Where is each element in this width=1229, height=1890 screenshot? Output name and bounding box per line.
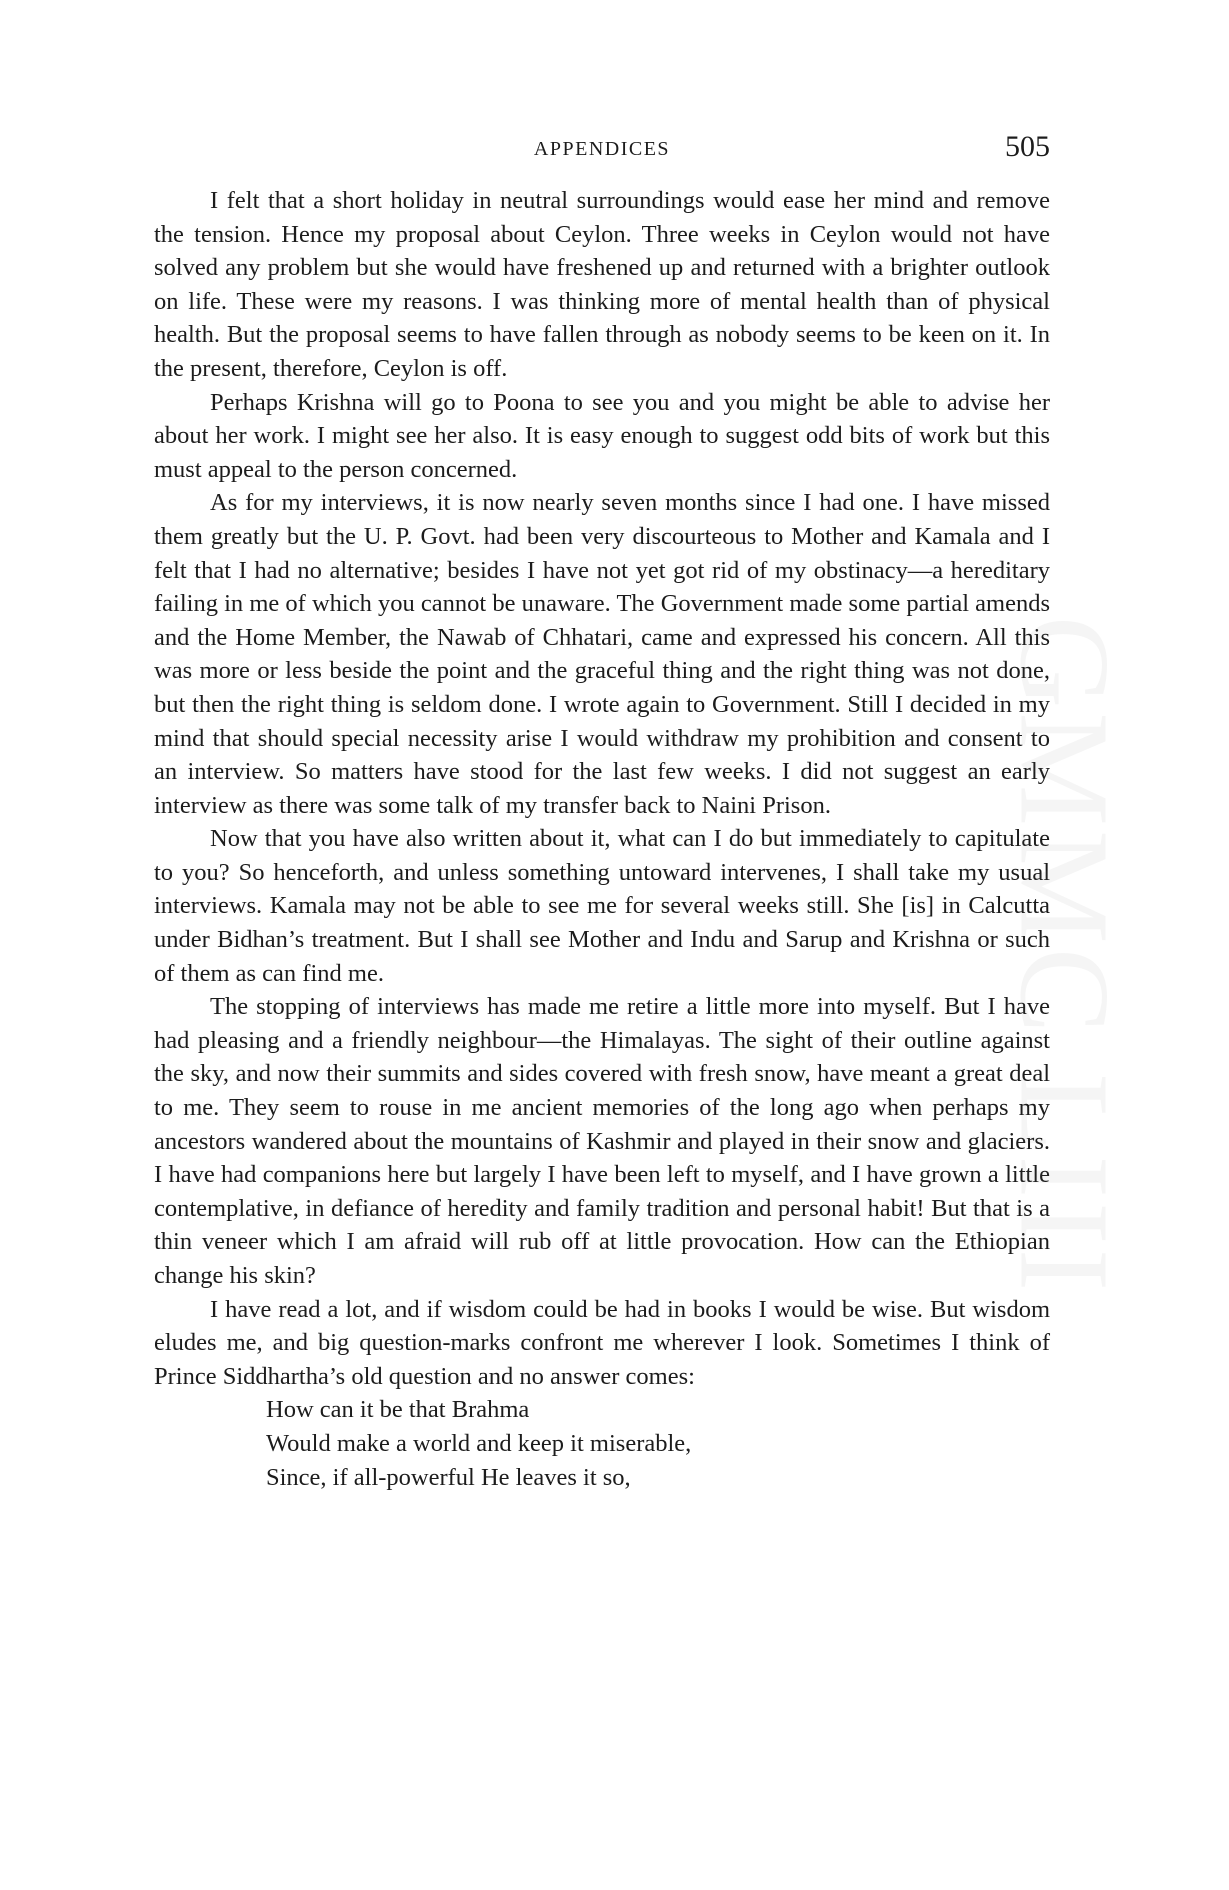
verse-line: How can it be that Brahma	[266, 1396, 530, 1424]
paragraph: The stopping of interviews has made me retire a little more into myself. But I have had pleasing and a friendly neighbour—the Himalayas. The sight of their outline against the sky, and now their summits and sides covered with fresh snow, have meant a great deal to me. They seem to rouse in me ancient memories of the long ago when perhaps my ancestors wandered about the mountains of Kashmir and played in their snow and glaciers. I have had companions here but largely I have been left to myself, and I have grown a little contemplative, in defiance of heredity and family tradition and personal habit! But that is a thin veneer which I am afraid will rub off at little provocation. How can the Ethiopian change his skin?	[154, 993, 1050, 1289]
verse-line: Would make a world and keep it miserable,	[266, 1429, 692, 1457]
paragraph: I felt that a short holiday in neutral surroundings would ease her mind and remove the tension. Hence my proposal about Ceylon. Three weeks in Ceylon would not have solved any problem but she would have freshened up and returned with a brighter outlook on life. These were my reasons. I was thinking more of mental health than of physical health. But the proposal seems to have fallen through as nobody seems to be keen on it. In the present, therefore, Ceylon is off.	[154, 187, 1050, 382]
body-text	[154, 184, 1050, 1494]
page-number: 505	[1005, 130, 1050, 163]
paragraph: Now that you have also written about it, what can I do but immediately to capitulate to you? So henceforth, and unless something untoward intervenes, I shall take my usual interviews. Kamala may not be able to see me for several weeks still. She [is] in Calcutta under Bidhan’s treatment. But I shall see Mother and Indu and Sarup and Krishna or such of them as can find me.	[154, 825, 1050, 987]
running-title: APPENDICES	[533, 138, 671, 160]
paragraph: Perhaps Krishna will go to Poona to see you and you might be able to advise her about her work. I might see her also. It is easy enough to suggest odd bits of work but this must appeal to the person concerned.	[154, 388, 1050, 483]
verse-quotation	[266, 1393, 1050, 1494]
paragraph: As for my interviews, it is now nearly seven months since I had one. I have missed them greatly but the U. P. Govt. had been very discourteous to Mother and Kamala and I felt that I had no alternative; besides I have not yet got rid of my obstinacy—a hereditary failing in me of which you cannot be unaware. The Government made some partial amends and the Home Member, the Nawab of Chhatari, came and expressed his concern. All this was more or less beside the point and the graceful thing and the right thing was not done, but then the right thing is seldom done. I wrote again to Government. Still I decided in my mind that should special necessity arise I would withdraw my prohibition and consent to an interview. So matters have stood for the last few weeks. I did not suggest an early interview as there was some talk of my transfer back to Naini Prison.	[154, 489, 1050, 819]
verse-line: Since, if all-powerful He leaves it so,	[266, 1463, 631, 1491]
paragraph: I have read a lot, and if wisdom could be had in books I would be wise. But wisdom eludes me, and big question-marks confront me wherever I look. Sometimes I think of Prince Siddhartha’s old question and no answer comes:	[154, 1295, 1050, 1390]
watermark-text: GMMC LIII	[993, 615, 1136, 1295]
running-head	[154, 130, 1050, 174]
